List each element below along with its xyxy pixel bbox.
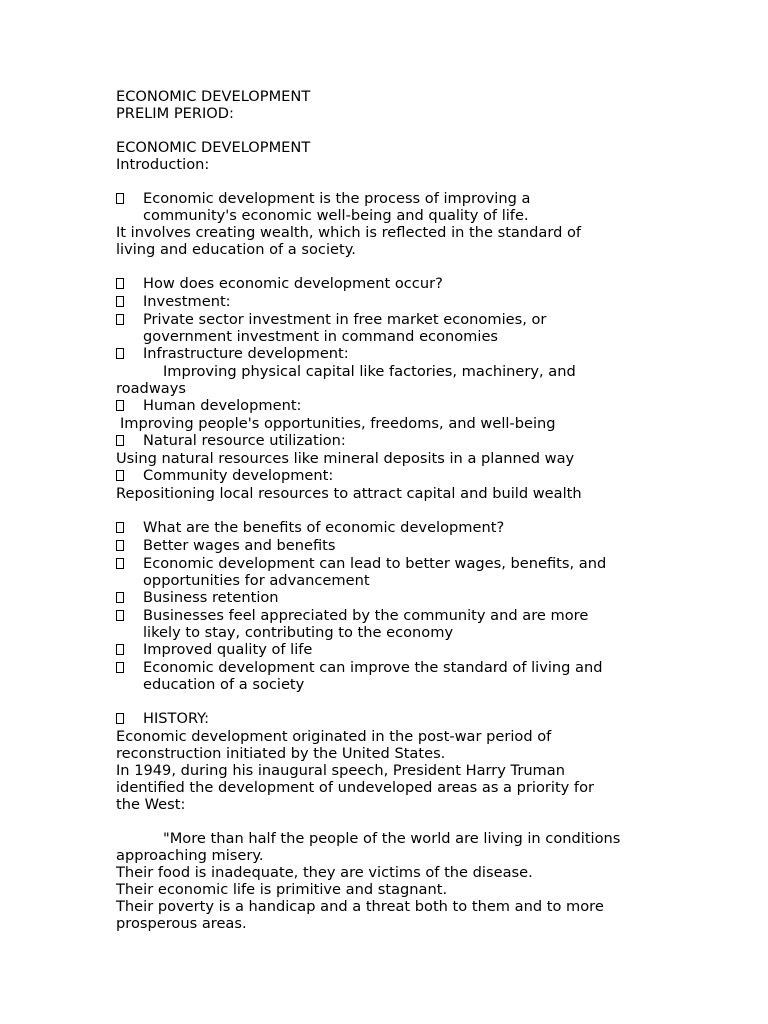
list-item-text: opportunities for advancement [143,572,370,589]
quote-line: Their food is inadequate, they are victims of the disease. [116,864,533,881]
list-item [116,467,676,485]
quote-line: Their economic life is primitive and stagnant. [116,881,448,898]
paragraph-line: Economic development originated in the post-war period of [116,728,552,745]
document-title: ECONOMIC DEVELOPMENT [116,88,311,105]
bullet-box-icon [116,713,124,724]
bullet-box-icon [116,610,124,621]
list-item [116,432,676,450]
bullet-box-icon [116,348,124,359]
bullet-box-icon [116,435,124,446]
list-item [116,345,676,363]
bullet-box-icon [116,522,124,533]
paragraph-line: Improving people's opportunities, freedoms, and well-being [120,415,556,432]
history-heading: HISTORY: [143,710,210,727]
paragraph-line: Improving physical capital like factories, machinery, and [163,363,576,380]
list-item [116,397,676,415]
list-item-text: Economic development can lead to better wages, benefits, and [143,555,607,572]
list-item [116,589,676,607]
list-item-text: How does economic development occur? [143,275,443,292]
list-item-text: Natural resource utilization: [143,432,346,449]
bullet-box-icon [116,644,124,655]
list-item [116,555,676,589]
bullet-box-icon [116,662,124,673]
list-item-text: Better wages and benefits [143,537,336,554]
list-item-text: Improved quality of life [143,641,313,658]
list-item-text: Economic development can improve the standard of living and [143,659,603,676]
section-subtitle: Introduction: [116,156,210,173]
list-item [116,519,676,537]
list-item [116,710,676,728]
paragraph-line: living and education of a society. [116,241,356,258]
list-item-text: Businesses feel appreciated by the community and are more [143,607,589,624]
bullet-box-icon [116,470,124,481]
list-item-text: government investment in command economies [143,328,499,345]
list-item-text: Infrastructure development: [143,345,349,362]
bullet-box-icon [116,296,124,307]
quote-line: Their poverty is a handicap and a threat both to them and to more [116,898,604,915]
list-item-text: Human development: [143,397,302,414]
paragraph-line: roadways [116,380,186,397]
bullet-box-icon [116,592,124,603]
list-item-text: community's economic well-being and quality of life. [143,207,529,224]
paragraph-line: reconstruction initiated by the United States. [116,745,446,762]
paragraph-line: In 1949, during his inaugural speech, President Harry Truman [116,762,565,779]
list-item [116,659,676,693]
paragraph-line: Repositioning local resources to attract capital and build wealth [116,485,582,502]
list-item [116,293,676,311]
list-item-text: Private sector investment in free market economies, or [143,311,547,328]
period-label: PRELIM PERIOD: [116,105,234,122]
paragraph-line: It involves creating wealth, which is reflected in the standard of [116,224,582,241]
list-item-text: Investment: [143,293,231,310]
list-item [116,311,676,345]
section-title: ECONOMIC DEVELOPMENT [116,139,311,156]
list-item-text: Business retention [143,589,279,606]
quote-line: approaching misery. [116,847,264,864]
list-item-text: education of a society [143,676,305,693]
bullet-box-icon [116,540,124,551]
bullet-box-icon [116,278,124,289]
list-item [116,190,676,224]
bullet-box-icon [116,193,124,204]
list-item-text: Community development: [143,467,334,484]
list-item [116,641,676,659]
bullet-box-icon [116,314,124,325]
paragraph-line: the West: [116,796,186,813]
list-item-text: What are the benefits of economic development? [143,519,505,536]
list-item [116,275,676,293]
quote-line: prosperous areas. [116,915,247,932]
list-item [116,607,676,641]
list-item-text: Economic development is the process of improving a [143,190,531,207]
bullet-box-icon [116,558,124,569]
list-item-text: likely to stay, contributing to the economy [143,624,454,641]
quote-line: "More than half the people of the world are living in conditions [163,830,621,847]
paragraph-line: Using natural resources like mineral deposits in a planned way [116,450,575,467]
paragraph-line: identified the development of undeveloped areas as a priority for [116,779,595,796]
list-item [116,537,676,555]
document-body [116,88,676,932]
bullet-box-icon [116,400,124,411]
